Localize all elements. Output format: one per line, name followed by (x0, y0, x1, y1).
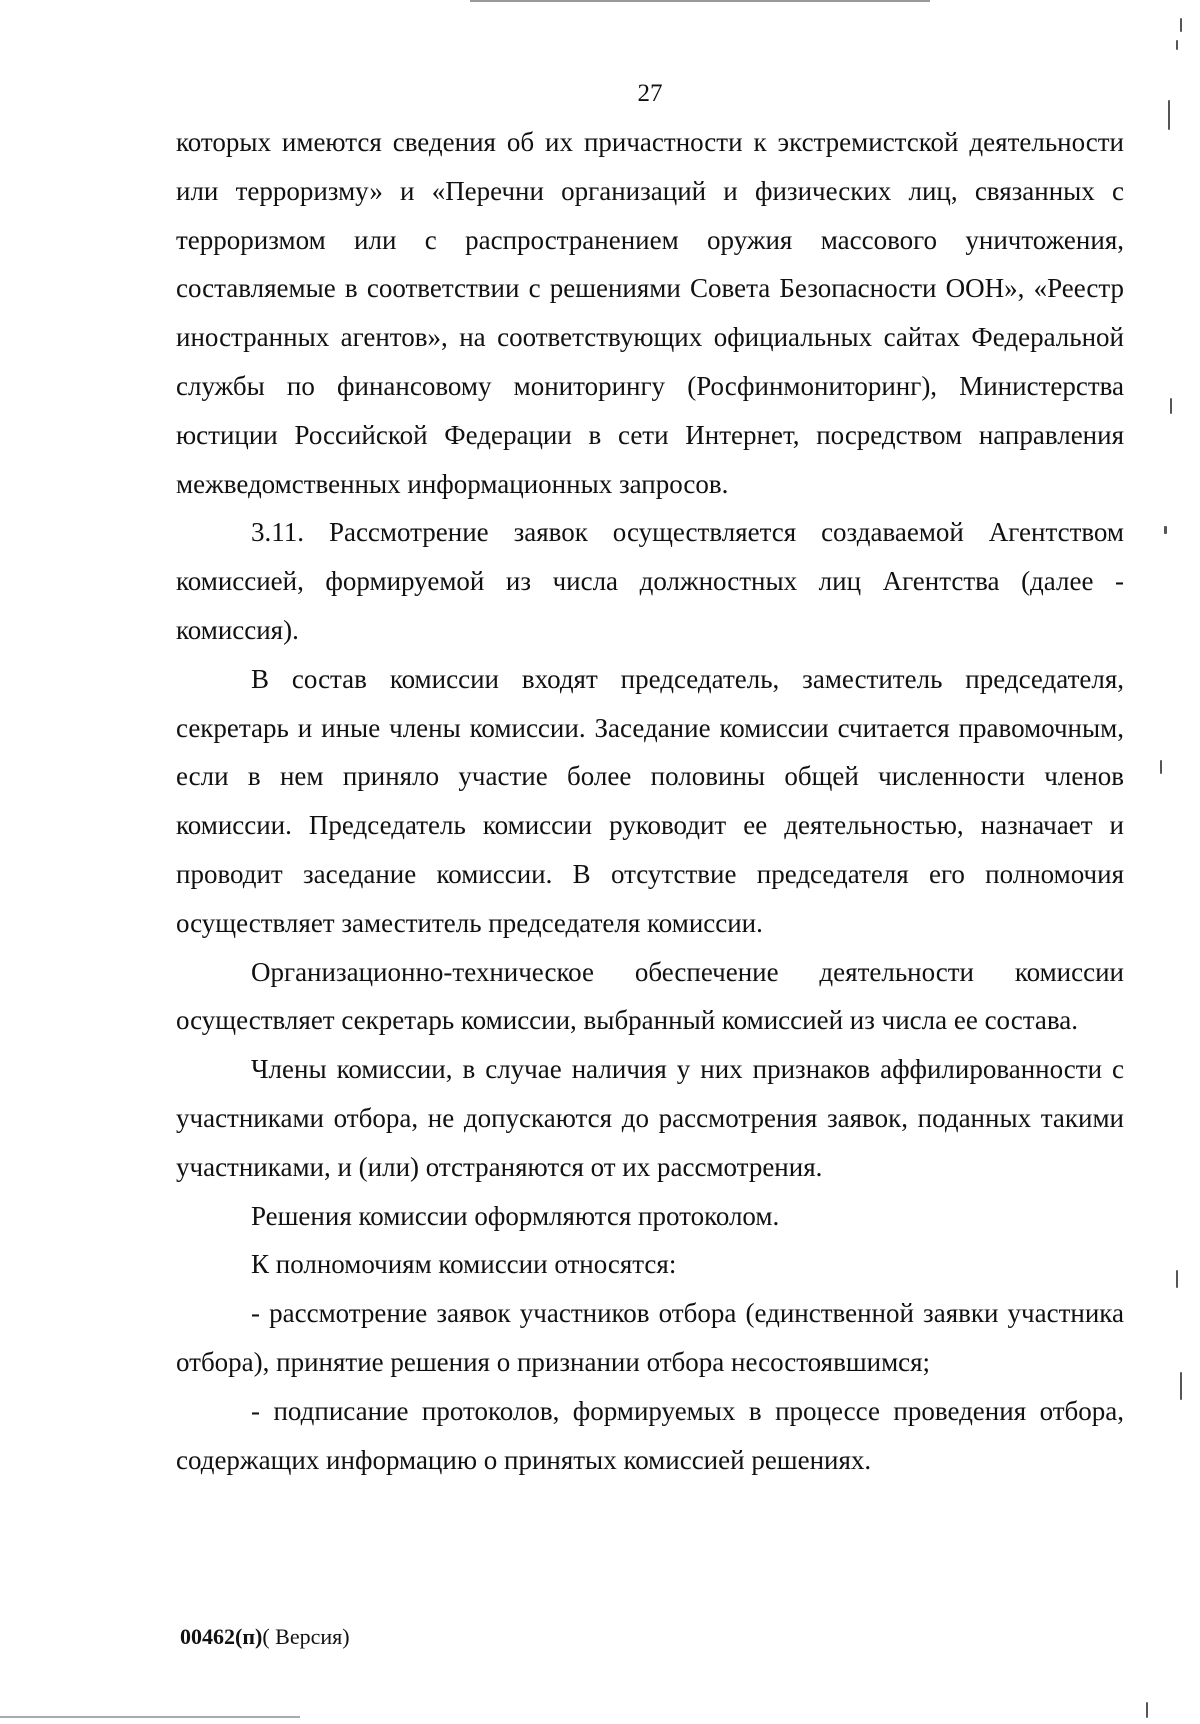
paragraph-organizational-support: Организационно-техническое обеспечение деятельности комиссии осуществляет секретарь комиссии, выбранный комиссией из числа ее состава. (176, 956, 1124, 1036)
scan-artifact-mark (1170, 398, 1172, 414)
scan-artifact-mark (1164, 526, 1167, 534)
scan-artifact-mark (1146, 1702, 1148, 1718)
paragraph-sanctions-lists: которых имеются сведения об их причастности к экстремистской деятельности или терроризму» и «Перечни организаций и физических лиц, связанных с терроризмом или с распространением оружия массового уничтожения, составляемые в соответствии с решениями Совета Безопасности ООН», «Реестр иностранных агентов», на соответствующих официальных сайтах Федеральной службы по финансовому мониторингу (Росфинмониторинг), Министерства юстиции Российской Федерации в сети Интернет, посредством направления межведомственных информационных запросов. (176, 127, 1124, 499)
scan-artifact-mark (1168, 100, 1170, 130)
paragraph-commission-composition: В состав комиссии входят председатель, заместитель председателя, секретарь и иные члены комиссии. Заседание комиссии считается правомочным, если в нем приняло участие более половины общей численности членов комиссии. Председатель комиссии руководит ее деятельностью, назначает и проводит заседание комиссии. В отсутствие председателя его полномочия осуществляет заместитель председателя комиссии. (176, 663, 1124, 938)
paragraph-3-11-commission: 3.11. Рассмотрение заявок осуществляется создаваемой Агентством комиссией, формируемой из числа должностных лиц Агентства (далее - комиссия). (176, 517, 1124, 645)
scan-artifact-top-line (470, 0, 930, 2)
scan-artifact-mark (1160, 760, 1162, 774)
scan-artifact-bottom-line (0, 1716, 300, 1718)
scan-artifact-mark (1176, 40, 1178, 50)
document-code: 00462(п) (180, 1624, 263, 1649)
paragraph-decisions-protocol: Решения комиссии оформляются протоколом. (251, 1200, 780, 1231)
document-footer (180, 1624, 350, 1650)
list-item-sign-protocols: - подписание протоколов, формируемых в процессе проведения отбора, содержащих информацию о принятых комиссией решениях. (176, 1395, 1124, 1475)
document-version: ( Версия) (262, 1624, 350, 1649)
paragraph-powers-heading: К полномочиям комиссии относятся: (251, 1249, 677, 1280)
scan-artifact-mark (1180, 18, 1182, 32)
document-body (176, 118, 1124, 1484)
paragraph-affiliation: Члены комиссии, в случае наличия у них признаков аффилированности с участниками отбора, не допускаются до рассмотрения заявок, поданных такими участниками, и (или) отстраняются от их рассмотрения. (176, 1054, 1124, 1182)
scan-artifact-mark (1176, 1270, 1178, 1288)
scan-artifact-mark (1180, 1372, 1182, 1400)
list-item-review-applications: - рассмотрение заявок участников отбора (единственной заявки участника отбора), принятие решения о признании отбора несостоявшимся; (176, 1298, 1124, 1377)
page-number: 27 (637, 80, 663, 107)
